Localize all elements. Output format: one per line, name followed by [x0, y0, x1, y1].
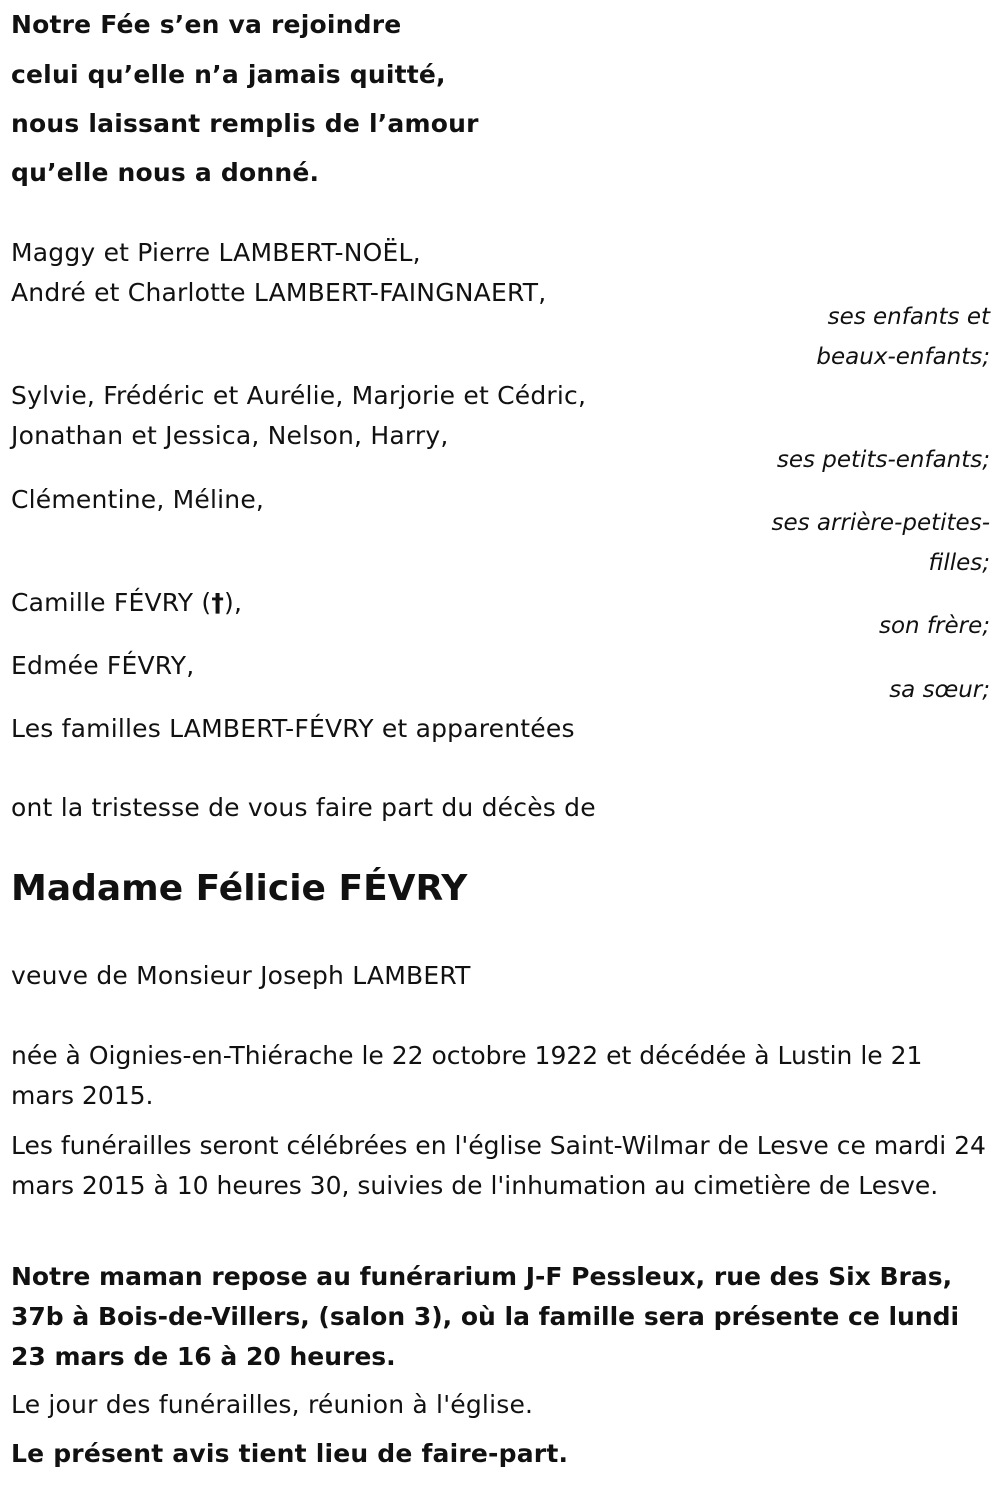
- families: Les familles LAMBERT-FÉVRY et apparentées: [11, 714, 575, 743]
- children-line-2: André et Charlotte LAMBERT-FAINGNAERT,: [11, 278, 547, 307]
- cross-icon: †: [211, 588, 225, 617]
- poem-line-4: qu’elle nous a donné.: [11, 158, 320, 187]
- children-role-1: ses enfants et: [827, 304, 990, 330]
- grandchildren-line-2: Jonathan et Jessica, Nelson, Harry,: [11, 421, 449, 450]
- deceased-name: Madame Félicie FÉVRY: [11, 868, 468, 909]
- sister-role: sa sœur;: [889, 677, 990, 703]
- funeral-details: Les funérailles seront célébrées en l'église Saint-Wilmar de Lesve ce mardi 24 mars 2015 à 10 heures 30, suivies de l'inhumation au cimetière de Lesve.: [11, 1131, 986, 1200]
- notice: Le présent avis tient lieu de faire-part.: [11, 1439, 569, 1468]
- brother: [11, 583, 242, 623]
- birth-death: née à Oignies-en-Thiérache le 22 octobre 1922 et décédée à Lustin le 21 mars 2015.: [11, 1041, 923, 1110]
- poem-line-2: celui qu’elle n’a jamais quitté,: [11, 60, 446, 89]
- brother-name: Camille FÉVRY (: [11, 588, 212, 617]
- poem-line-3: nous laissant remplis de l’amour: [11, 109, 479, 138]
- meeting: Le jour des funérailles, réunion à l'église.: [11, 1390, 534, 1419]
- brother-tail: ),: [224, 588, 243, 617]
- children-role-2: beaux-enfants;: [816, 344, 990, 370]
- great-grandchildren: Clémentine, Méline,: [11, 485, 265, 514]
- grandchildren-role: ses petits-enfants;: [776, 447, 990, 473]
- poem-line-1: Notre Fée s’en va rejoindre: [11, 10, 402, 39]
- sister: Edmée FÉVRY,: [11, 651, 195, 680]
- announcement: ont la tristesse de vous faire part du décès de: [11, 793, 596, 822]
- brother-role: son frère;: [878, 613, 990, 639]
- great-grandchildren-role-1: ses arrière-petites-: [771, 510, 990, 536]
- great-grandchildren-role-2: filles;: [928, 550, 990, 576]
- children-line-1: Maggy et Pierre LAMBERT-NOËL,: [11, 238, 421, 267]
- widow-of: veuve de Monsieur Joseph LAMBERT: [11, 961, 471, 990]
- rests-at: Notre maman repose au funérarium J-F Pessleux, rue des Six Bras, 37b à Bois-de-Villers, (salon 3), où la famille sera présente ce lundi 23 mars de 16 à 20 heures.: [11, 1262, 960, 1371]
- grandchildren-line-1: Sylvie, Frédéric et Aurélie, Marjorie et Cédric,: [11, 381, 587, 410]
